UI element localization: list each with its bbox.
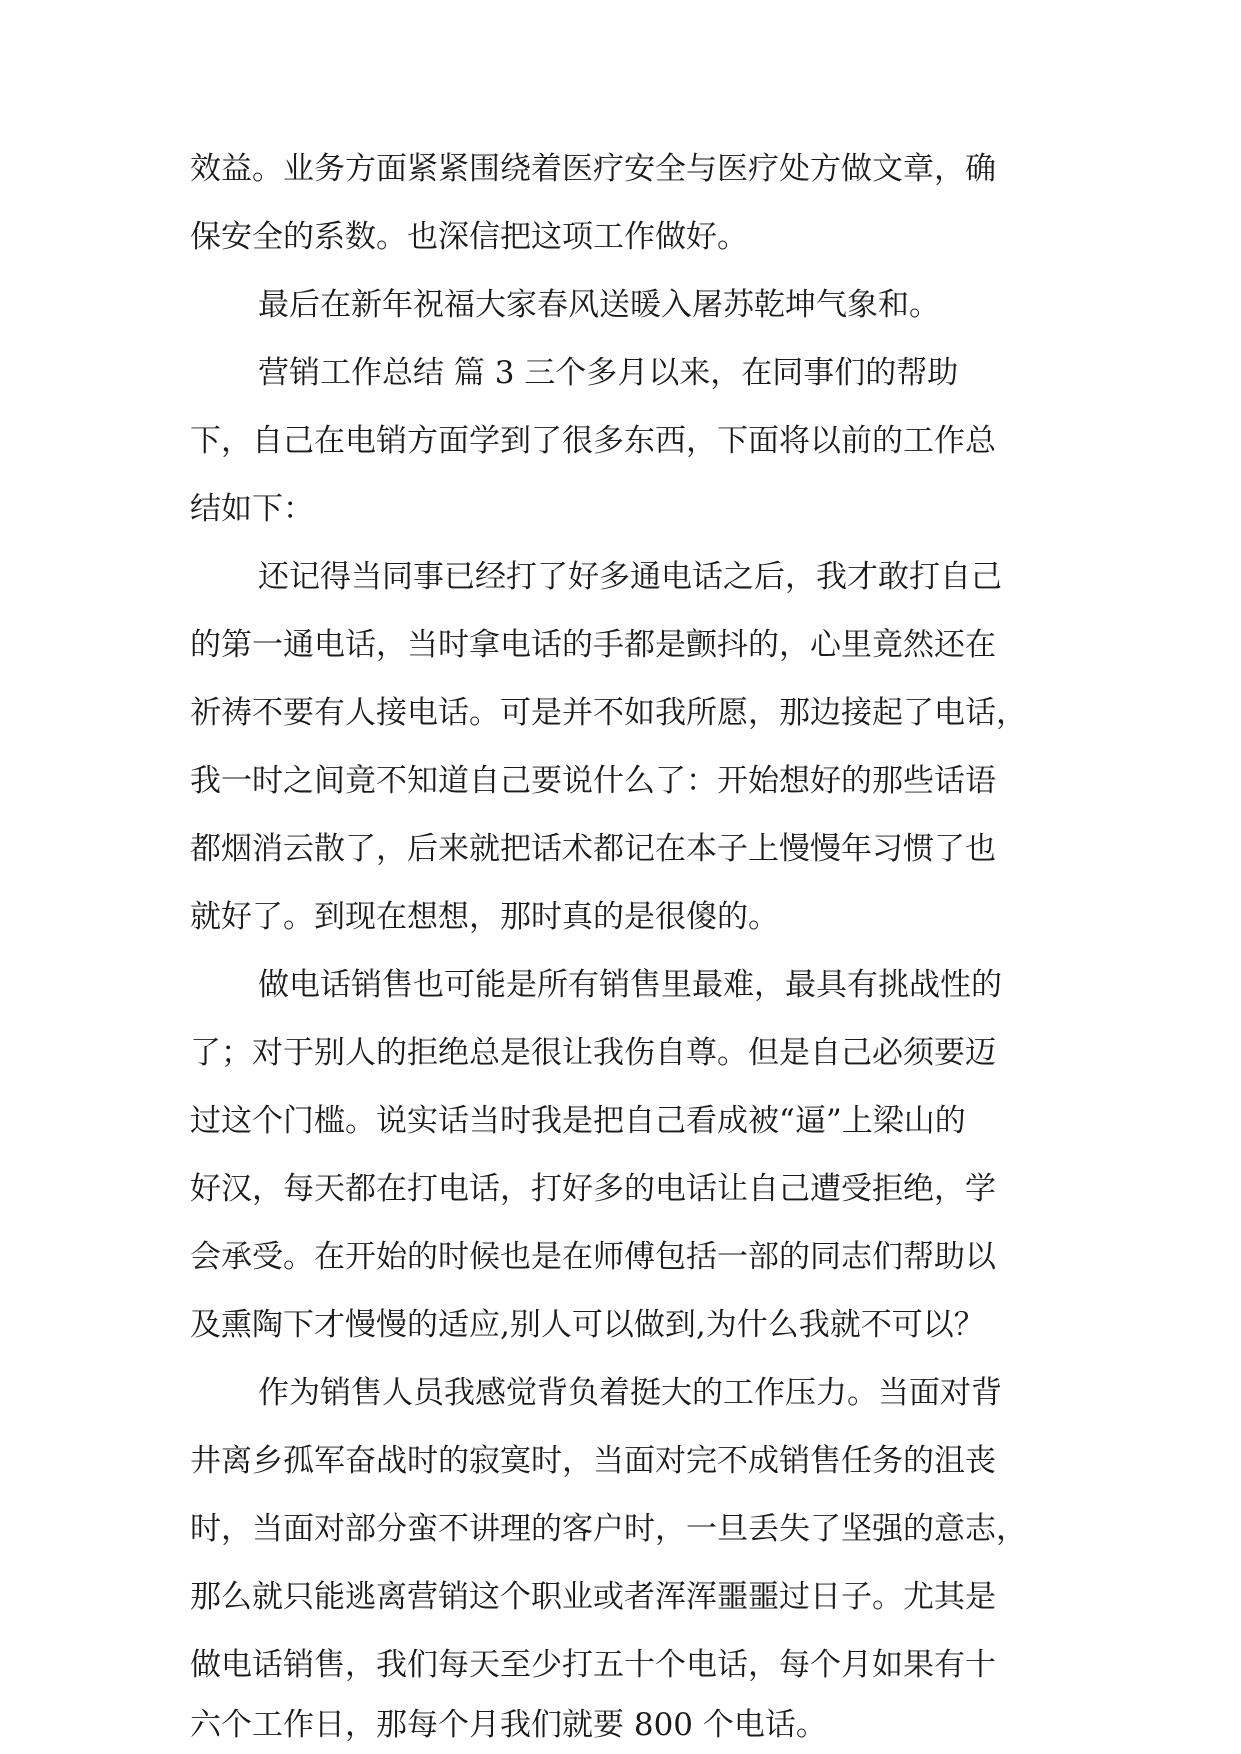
text-line: 作为销售人员我感觉背负着挺大的工作压力。当面对背 (258, 1375, 1002, 1411)
text-line: 就好了。到现在想想，那时真的是很傻的。 (190, 899, 779, 935)
text-line: 了；对于别人的拒绝总是很让我伤自尊。但是自己必须要迈 (190, 1035, 996, 1071)
text-line: 祈祷不要有人接电话。可是并不如我所愿，那边接起了电话， (190, 695, 1027, 731)
text-line: 及熏陶下才慢慢的适应,别人可以做到,为什么我就不可以？ (190, 1307, 985, 1343)
text-line: 做电话销售也可能是所有销售里最难，最具有挑战性的 (258, 967, 1002, 1003)
text-line: 还记得当同事已经打了好多通电话之后，我才敢打自己 (258, 559, 1002, 595)
text-line: 下，自己在电销方面学到了很多东西，下面将以前的工作总 (190, 423, 996, 459)
text-line: 那么就只能逃离营销这个职业或者浑浑噩噩过日子。尤其是 (190, 1579, 996, 1615)
text-line: 我一时之间竟不知道自己要说什么了：开始想好的那些话语 (190, 763, 996, 799)
text-line: 六个工作日，那每个月我们就要 800 个电话。 (190, 1707, 827, 1743)
text-line: 最后在新年祝福大家春风送暖入屠苏乾坤气象和。 (258, 287, 940, 323)
text-line: 效益。业务方面紧紧围绕着医疗安全与医疗处方做文章，确 (190, 151, 996, 187)
text-line: 的第一通电话，当时拿电话的手都是颤抖的，心里竟然还在 (190, 627, 996, 663)
text-line: 井离乡孤军奋战时的寂寞时，当面对完不成销售任务的沮丧 (190, 1443, 996, 1479)
section-heading-line: 营销工作总结 篇 3 三个多月以来，在同事们的帮助 (258, 355, 959, 391)
text-line: 时，当面对部分蛮不讲理的客户时，一旦丢失了坚强的意志， (190, 1511, 1027, 1547)
text-line: 过这个门槛。说实话当时我是把自己看成被“逼”上梁山的 (190, 1103, 966, 1139)
text-line: 结如下： (190, 491, 314, 527)
text-line: 好汉，每天都在打电话，打好多的电话让自己遭受拒绝，学 (190, 1171, 996, 1207)
text-line: 会承受。在开始的时候也是在师傅包括一部的同志们帮助以 (190, 1239, 996, 1275)
text-line: 做电话销售，我们每天至少打五十个电话，每个月如果有十 (190, 1647, 996, 1683)
text-line: 保安全的系数。也深信把这项工作做好。 (190, 219, 748, 255)
text-line: 都烟消云散了，后来就把话术都记在本子上慢慢年习惯了也 (190, 831, 996, 867)
